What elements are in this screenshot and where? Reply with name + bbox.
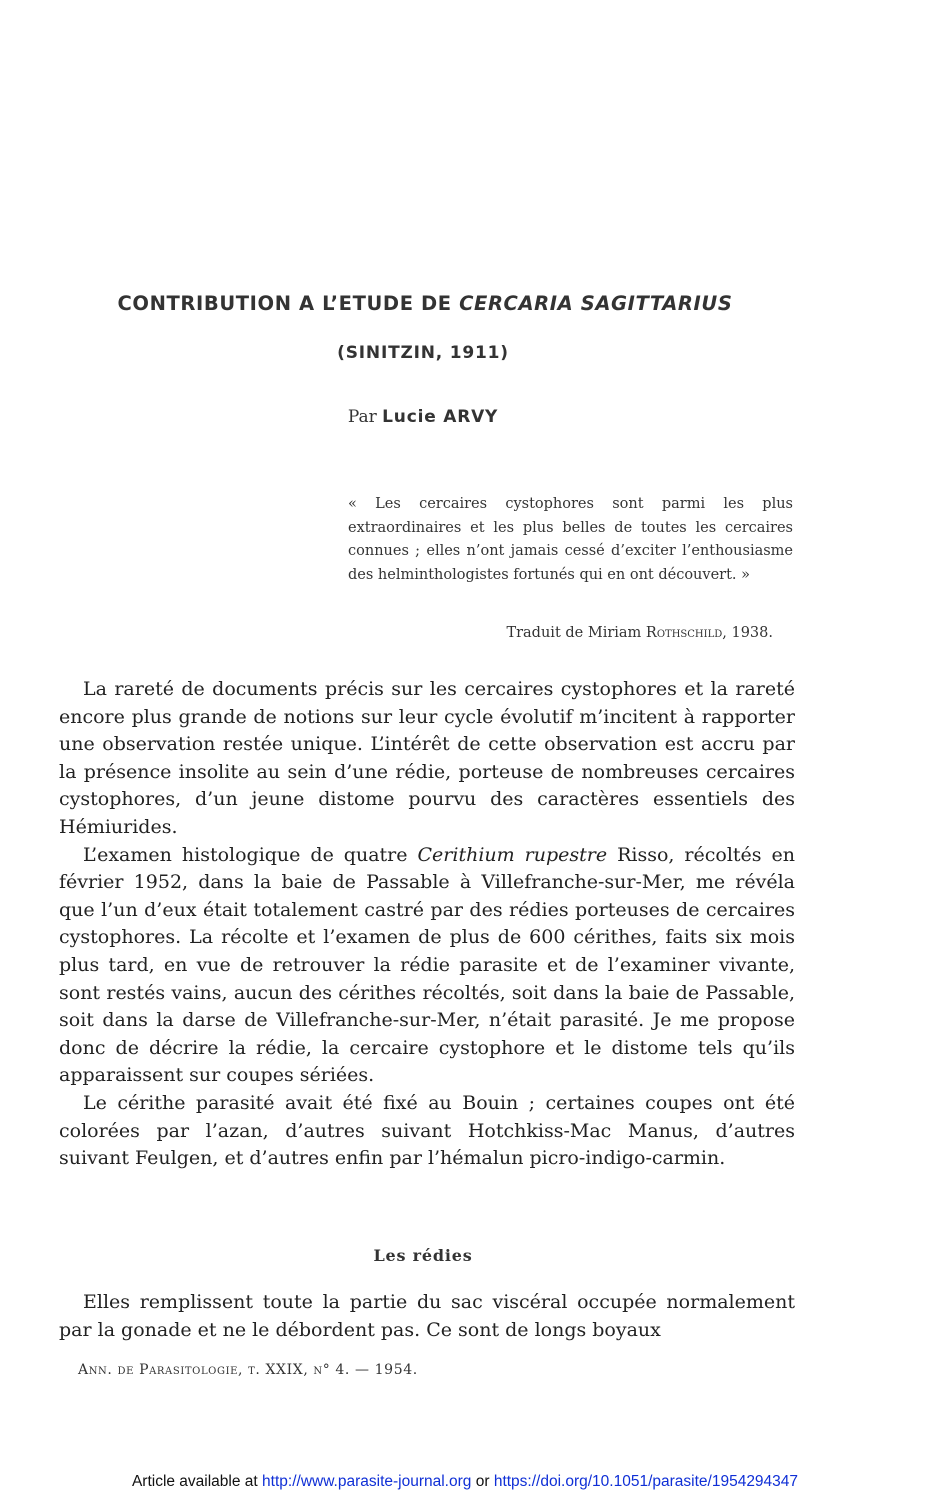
article-subtitle: (SINITZIN, 1911): [337, 343, 509, 363]
paragraph-2: [59, 842, 795, 1090]
title-main: CONTRIBUTION A L’ETUDE DE: [117, 292, 452, 315]
body-text: [59, 676, 795, 1173]
journal-citation: Ann. de Parasitologie, t. XXIX, n° 4. — 1954.: [78, 1362, 418, 1378]
doi-link[interactable]: https://doi.org/10.1051/parasite/1954294347: [493, 1473, 799, 1490]
access-prefix: Article available at: [131, 1473, 258, 1490]
access-or: or: [475, 1473, 490, 1490]
paragraph-2-rest: Risso, récoltés en février 1952, dans la baie de Passable à Villefranche-sur-Mer, me révéla que l’un d’eux était totalement castré par des rédies porteuses de cercaires cystophores. La récolte et l’examen de plus de 600 cérithes, faits six mois plus tard, en vue de retrouver la rédie parasite et de l’examiner vivante, sont restés vains, aucun des cérithes récoltés, soit dans la baie de Passable, soit dans la darse de Villefranche-sur-Mer, n’était parasité. Je me propose donc de décrire la rédie, la cercaire cystophore et le distome tels qu’ils apparaissent sur coupes sériées.: [59, 843, 796, 1087]
paragraph-3: Le cérithe parasité avait été fixé au Bouin ; certaines coupes ont été colorées par l’azan, d’autres suivant Hotchkiss-Mac Manus, d’autres suivant Feulgen, et d’autres enfin par l’hémalun picro-indigo-carmin.: [59, 1091, 795, 1170]
paragraph-1: La rareté de documents précis sur les cercaires cystophores et la rareté encore plus grande de notions sur leur cycle évolutif m’incitent à rapporter une observation restée unique. L’intérêt de cette observation est accru par la présence insolite au sein d’une rédie, porteuse de nombreuses cercaires cystophores, d’un jeune distome pourvu des caractères essentiels des Hémiurides.: [59, 678, 795, 838]
credit-prefix: Traduit de Miriam: [506, 625, 642, 641]
byline: [0, 407, 846, 427]
access-line: [0, 1473, 930, 1491]
article-title: [0, 292, 850, 315]
credit-name: Rothschild: [645, 625, 723, 641]
species-name: Cerithium rupestre: [417, 843, 608, 866]
body-text-2: [59, 1289, 795, 1344]
paragraph-4: Elles remplissent toute la partie du sac viscéral occupée normalement par la gonade et ne le débordent pas. Ce sont de longs boyaux: [59, 1291, 795, 1341]
section-heading: Les rédies: [373, 1246, 473, 1265]
title-species: CERCARIA SAGITTARIUS: [459, 292, 733, 315]
epigraph-credit: [348, 625, 773, 641]
author-name: Lucie ARVY: [382, 407, 499, 427]
credit-suffix: , 1938.: [722, 625, 773, 641]
byline-prefix: Par: [347, 407, 377, 427]
epigraph-quote: « Les cercaires cystophores sont parmi les plus extraordinaires et les plus belles de toutes les cercaires connues ; elles n’ont jamais cessé d’exciter l’enthousiasme des helminthologistes fortunés qui en ont découvert. »: [348, 496, 793, 583]
paragraph-2-start: L’examen histologique de quatre: [83, 843, 408, 866]
journal-link[interactable]: http://www.parasite-journal.org: [262, 1473, 472, 1490]
